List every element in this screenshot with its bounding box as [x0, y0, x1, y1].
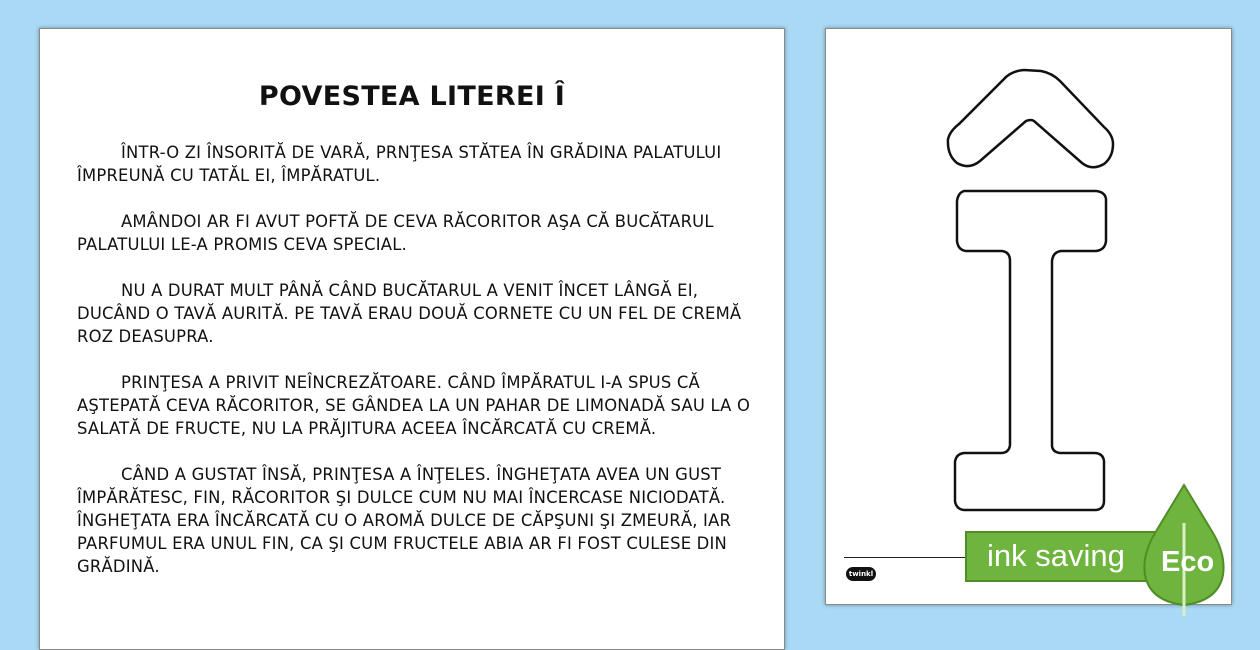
letter-i-outline [955, 191, 1106, 510]
story-paragraph: AMÂNDOI AR FI AVUT POFTĂ DE CEVA RĂCORITOR AŞA CĂ BUCĂTARUL PALATULUI LE-A PROMIS CEVA SPECIAL. [77, 212, 714, 254]
story-paragraph: PRINŢESA A PRIVIT NEÎNCREZĂTOARE. CÂND ÎMPĂRATUL I-A SPUS CĂ AŞTEPATĂ CEVA RĂCORITOR, SE GÂNDEA LA UN PAHAR DE LIMONADĂ SAU LA O SALATĂ DE FRUCTE, NU LA PRĂJITURA ACEEA ÎNCĂRCATĂ CU CREMĂ. [77, 373, 751, 438]
ink-saving-eco-badge [965, 483, 1260, 618]
story-paragraph: ÎNTR-O ZI ÎNSORITĂ DE VARĂ, PRNŢESA STĂTEA ÎN GRĂDINA PALATULUI ÎMPREUNĂ CU TATĂL EI, ÎMPĂRATUL. [77, 143, 722, 185]
circumflex-outline [948, 70, 1113, 167]
ink-saving-label: ink saving [987, 538, 1125, 573]
story-paragraph: NU A DURAT MULT PÂNĂ CÂND BUCĂTARUL A VENIT ÎNCET LÂNGĂ EI, DUCÂND O TAVĂ AURITĂ. PE TAVĂ ERAU DOUĂ CORNETE CU UN FEL DE CREMĂ ROZ DEASUPRA. [77, 281, 742, 346]
worksheet-title: POVESTEA LITEREI Î [258, 81, 566, 112]
story-worksheet [39, 28, 785, 650]
story-paragraph: CÂND A GUSTAT ÎNSĂ, PRINŢESA A ÎNŢELES. ÎNGHEŢATA AVEA UN GUST ÎMPĂRĂTESC, FIN, RĂCORITOR ŞI DULCE CUM NU MAI ÎNCERCASE NICIODATĂ. ÎNGHEŢATA ERA ÎNCĂRCATĂ CU O AROMĂ DULCE DE CĂPŞUNI ŞI ZMEURĂ, IAR PARFUMUL ERA UNUL FIN, CA ŞI CUM FRUCTELE ABIA AR FI FOST CULESE DIN GRĂDINĂ. [77, 465, 732, 576]
eco-label: Eco [1161, 546, 1215, 578]
story-text [77, 141, 757, 601]
twinkl-logo: twinkl [846, 567, 876, 581]
